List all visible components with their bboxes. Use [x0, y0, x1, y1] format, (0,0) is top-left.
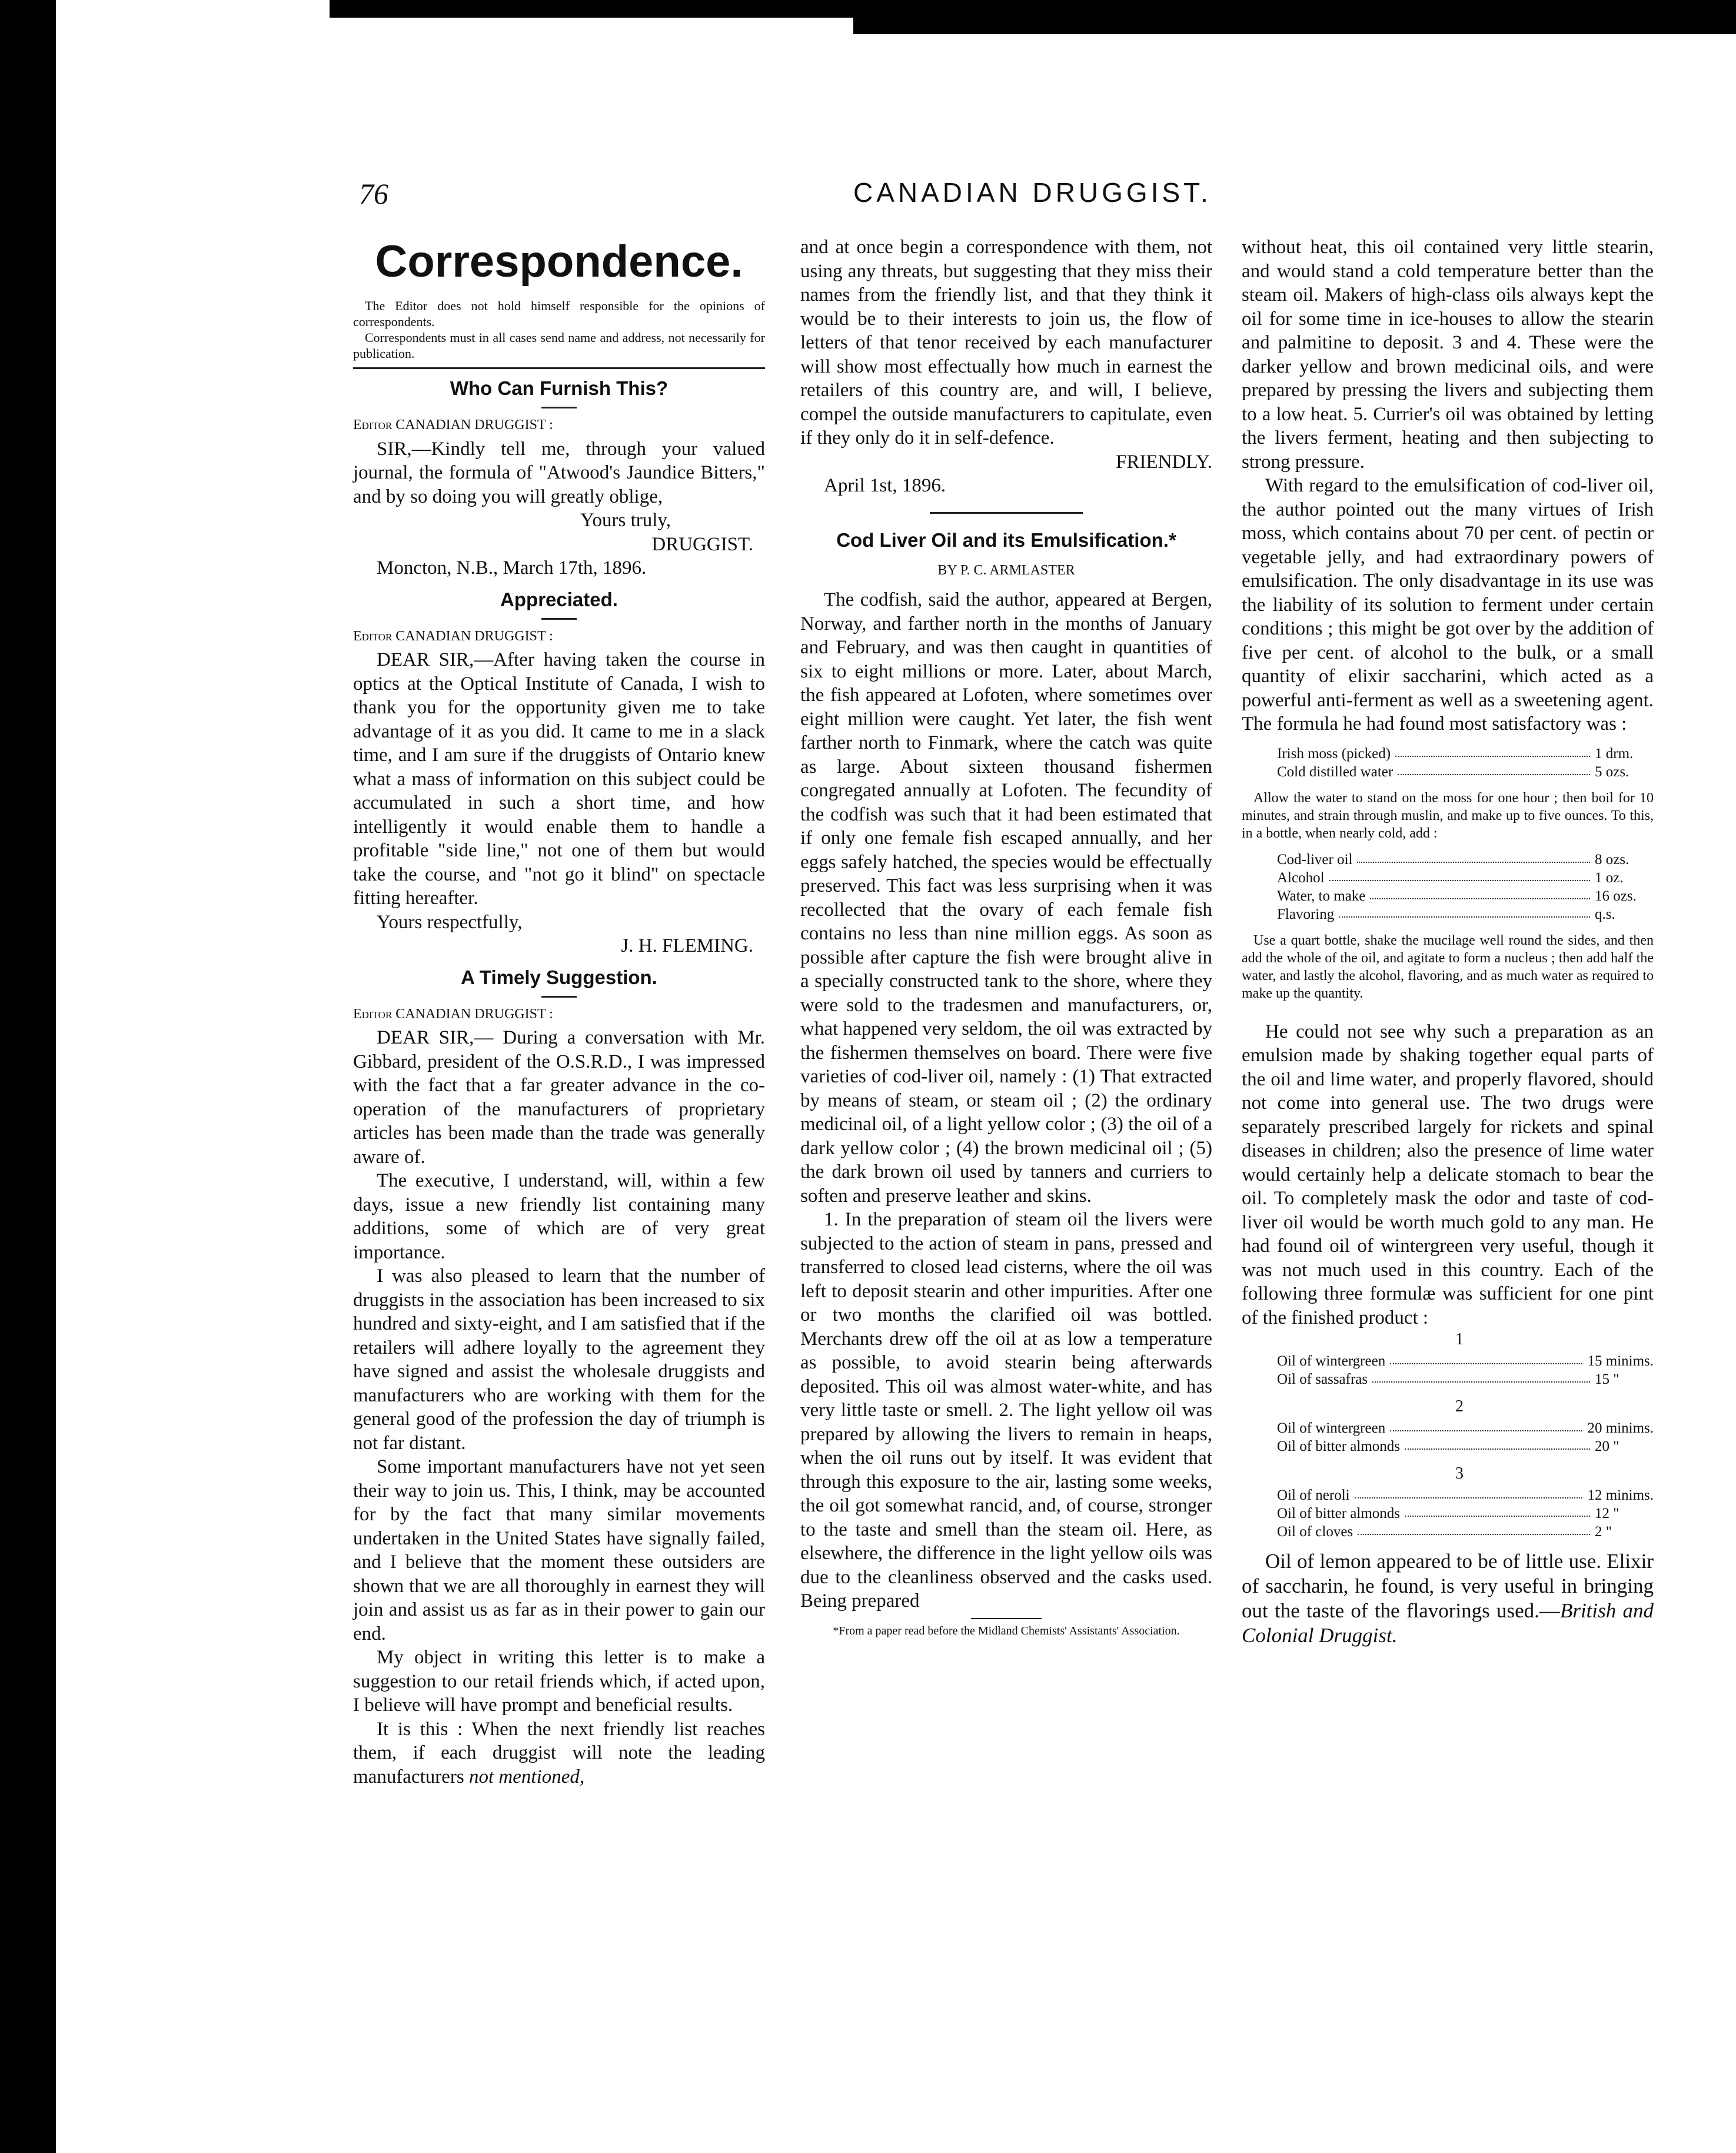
ingredient-qty: 16 ozs.: [1595, 888, 1637, 904]
letter-address: Editor CANADIAN DRUGGIST :: [353, 1006, 553, 1022]
recipe-row: [1277, 1419, 1654, 1437]
editor-notice: The Editor does not hold himself responsible for the opinions of correspondents.: [353, 298, 765, 329]
divider: [541, 407, 577, 408]
ingredient-name: Oil of bitter almonds: [1277, 1438, 1400, 1454]
article-paragraph: [1242, 1549, 1654, 1648]
ingredient-qty: 15 minims.: [1587, 1353, 1654, 1369]
ingredient-name: Oil of cloves: [1277, 1524, 1353, 1540]
recipe-note: Allow the water to stand on the moss for one hour ; then boil for 10 minutes, and strain through muslin, and make up to five ounces. To this, in a bottle, when nearly cold, add :: [1242, 790, 1654, 841]
source-credit: British and Colonial Druggist.: [1242, 1599, 1654, 1647]
letter-paragraph: and at once begin a correspondence with them, not using any threats, but suggesting that they miss their names from the friendly list, and that they think it would be to their interests to join us, the flow of letters of that tenor received by each manufacturer will show most effectually how much in earnest the retailers of this country are, and will, I believe, compel the outside manufacturers to capitulate, even if they only do it in self-defence.: [800, 237, 1212, 448]
formula-2: [1242, 1419, 1654, 1456]
letter-place-date: Moncton, N.B., March 17th, 1896.: [377, 557, 647, 579]
letter-paragraph: Some important manufacturers have not yet seen their way to join us. This, I think, may be accounted for by the fact that many similar movements undertaken in the United States have signally failed, and I believe that the moment these outsiders are shown that we are all thoroughly in earnest they will join and assist us as far as in their power to gain our end.: [353, 1456, 765, 1644]
ingredient-qty: 15 ": [1595, 1371, 1619, 1387]
recipe-row: [1277, 1352, 1654, 1370]
article-text: Oil of lemon appeared to be of little use. Elixir of saccharin, he found, is very useful in bringing out the taste of the flavorings used.—: [1242, 1550, 1654, 1622]
column-1: [353, 235, 765, 1789]
recipe-row: [1277, 1523, 1654, 1541]
article-paragraph: without heat, this oil contained very little stearin, and would stand a cold temperature better than the steam oil. Makers of high-class oils always kept the oil for some time in ice-houses to allow the stearin and palmitine to deposit. 3 and 4. These were the darker yellow and brown medicinal oils, and were prepared by pressing the livers and subjecting them to a low heat. 5. Currier's oil was obtained by letting the livers ferment, heating and then subjecting to strong pressure.: [1242, 237, 1654, 473]
ingredient-name: Oil of wintergreen: [1277, 1353, 1386, 1369]
letter-signature: DRUGGIST.: [651, 533, 753, 555]
ingredient-qty: 12 minims.: [1587, 1487, 1654, 1503]
recipe-row: [1277, 763, 1654, 781]
letter-signature: J. H. FLEMING.: [621, 935, 753, 956]
column-3: [1242, 235, 1654, 1648]
emphasis-text: not mentioned,: [469, 1766, 585, 1787]
scan-edge-left: [0, 0, 56, 2153]
article-title: Cod Liver Oil and its Emulsification.*: [836, 529, 1176, 551]
ingredient-name: Oil of wintergreen: [1277, 1420, 1386, 1436]
column-2: [800, 235, 1212, 1638]
recipe-row: [1277, 1486, 1654, 1504]
ingredient-name: Irish moss (picked): [1277, 745, 1391, 762]
ingredient-qty: 1 oz.: [1595, 869, 1624, 886]
divider: [930, 512, 1083, 514]
letter-text: It is this : When the next friendly list reaches them, if each druggist will note the leading manufacturers: [353, 1718, 765, 1787]
recipe-emulsion: [1242, 850, 1654, 923]
ingredient-qty: 2 ": [1595, 1524, 1612, 1540]
letter-address: Editor CANADIAN DRUGGIST :: [353, 417, 553, 433]
page-number: 76: [359, 177, 388, 210]
formula-number: 2: [1455, 1397, 1464, 1416]
letter-body: SIR,—Kindly tell me, through your valued journal, the formula of "Atwood's Jaundice Bitters," and by so doing you will greatly oblige,: [353, 438, 765, 507]
letter-paragraph: [353, 1717, 765, 1789]
recipe-row: [1277, 869, 1654, 887]
ingredient-qty: 12 ": [1595, 1506, 1619, 1521]
ingredient-name: Oil of neroli: [1277, 1487, 1350, 1503]
article-byline: BY P. C. ARMLASTER: [937, 562, 1075, 578]
formula-3: [1242, 1486, 1654, 1541]
letter-paragraph: DEAR SIR,— During a conversation with Mr. Gibbard, president of the O.S.R.D., I was impressed with the fact that a far greater advance in the co-operation of the manufacturers of proprietary articles has been made than the trade was generally aware of.: [353, 1027, 765, 1168]
letter-paragraph: The executive, I understand, will, within a few days, issue a new friendly list containing many additions, some of which are of very great importance.: [353, 1170, 765, 1263]
recipe-row: [1277, 887, 1654, 905]
formula-1: [1242, 1352, 1654, 1388]
letter-title: A Timely Suggestion.: [461, 966, 657, 988]
letter-body: DEAR SIR,—After having taken the course in optics at the Optical Institute of Canada, I wish to thank you for the opportunity given me to take advantage of it as you did. It came to me in a slack time, and I am sure if the druggists of Ontario knew what a mass of information on this subject could be accumulated in such a short time, and how intelligently it would enable them to handle a profitable "side line," not one of them but would take the course, and "not go it blind" on spectacle fitting hereafter.: [353, 649, 765, 909]
ingredient-name: Water, to make: [1277, 888, 1366, 904]
letter-closing: Yours respectfully,: [377, 911, 523, 933]
article-paragraph: He could not see why such a preparation as an emulsion made by shaking together equal parts of the oil and lime water, and properly flavored, should not come into general use. The two drugs were separately prescribed largely for rickets and spinal diseases in children; also the presence of lime water would certainly help a delicate stomach to bear the oil. To completely mask the odor and taste of cod-liver oil would be worth much gold to any man. He had found oil of wintergreen very useful, though it was not much used in this country. Each of the following three formulæ was sufficient for one pint of the finished product :: [1242, 1021, 1654, 1328]
ingredient-name: Oil of bitter almonds: [1277, 1506, 1400, 1521]
ingredient-name: Oil of sassafras: [1277, 1371, 1368, 1387]
page-header: [359, 177, 1654, 212]
letter-date: April 1st, 1896.: [824, 475, 946, 496]
recipe-irish-moss: [1242, 745, 1654, 781]
divider: [541, 618, 577, 620]
article-paragraph: 1. In the preparation of steam oil the livers were subjected to the action of steam in pans, pressed and transferred to closed lead cisterns, where the oil was left to deposit stearin and other impurities. After one or two months the clarified oil was bottled. Merchants drew off the oil at as low a temperature as possible, to avoid stearin being afterwards deposited. This oil was almost water-white, and has very little taste or smell. 2. The light yellow oil was prepared by allowing the livers to remain in heaps, when the oil runs out by itself. It was evident that through this exposure to the air, lasting some weeks, the oil got somewhat rancid, and, of course, stronger to the taste and smell than the steam oil. Here, as elsewhere, the difference in the light yellow oils was due to the cleanliness observed and the casks used. Being prepared: [800, 1209, 1212, 1612]
letter-signature: FRIENDLY.: [1116, 451, 1212, 473]
footnote: *From a paper read before the Midland Chemists' Assistants' Association.: [833, 1624, 1180, 1637]
letter-title: Who Can Furnish This?: [450, 377, 669, 399]
divider: [353, 367, 765, 369]
recipe-row: [1277, 1370, 1654, 1388]
letter-paragraph: I was also pleased to learn that the number of druggists in the association has been increased to six hundred and sixty-eight, and I am satisfied that if the retailers will adhere loyally to the agreement they have signed and assist the wholesale druggists and manufacturers who are working with them for the general good of the profession the day of triumph is not far distant.: [353, 1265, 765, 1454]
ingredient-qty: 8 ozs.: [1595, 851, 1629, 868]
letter-address: Editor CANADIAN DRUGGIST :: [353, 628, 553, 644]
formula-number: 3: [1455, 1464, 1464, 1483]
ingredient-name: Alcohol: [1277, 869, 1325, 886]
recipe-note: Use a quart bottle, shake the mucilage well round the sides, and then add the whole of the oil, and agitate to form a nucleus ; then add half the water, and lastly the alcohol, flavoring, and as much water as required to make up the quantity.: [1242, 932, 1654, 1001]
ingredient-name: Cod-liver oil: [1277, 851, 1353, 868]
scan-edge-top-right: [853, 0, 1736, 34]
ingredient-qty: 5 ozs.: [1595, 763, 1629, 780]
footnote-divider: [971, 1618, 1042, 1619]
ingredient-qty: 20 ": [1595, 1438, 1619, 1454]
ingredient-name: Flavoring: [1277, 906, 1335, 922]
formula-number: 1: [1455, 1330, 1464, 1348]
ingredient-qty: 20 minims.: [1587, 1420, 1654, 1436]
ingredient-name: Cold distilled water: [1277, 763, 1394, 780]
article-paragraph: The codfish, said the author, appeared at Bergen, Norway, and farther north in the months of January and February, and was then caught in quantities of six to eight millions or more. Later, about March, the fish appeared at Lofoten, where sometimes over eight million were caught. Yet later, the fish went farther north to Finmark, where the catch was quite as large. About sixteen thousand fishermen congregated annually at Lofoten. The fecundity of the codfish was such that it had been estimated that if only one female fish escaped annually, and her eggs safely hatched, the species would be effectually preserved. This fact was less surprising when it was recollected that the ovary of each female fish contains no less than nine million eggs. As soon as possible after capture the fish were brought alive in a specially constructed tank to the shore, where they were sold to the tradesmen and manufacturers, or, what happened very seldom, the oil was extracted by the fishermen themselves on board. There were five varieties of cod-liver oil, namely : (1) That extracted by means of steam, or steam oil ; (2) the ordinary medicinal oil, of a light yellow color ; (3) the oil of a dark yellow color ; (4) the brown medicinal oil ; (5) the dark brown oil used by tanners and curriers to soften and preserve leather and skins.: [800, 589, 1212, 1207]
running-title: CANADIAN DRUGGIST.: [853, 177, 1212, 208]
section-title: Correspondence.: [375, 237, 743, 287]
recipe-row: [1277, 1437, 1654, 1456]
correspondent-notice: Correspondents must in all cases send name and address, not necessarily for publication.: [353, 330, 765, 361]
letter-paragraph: My object in writing this letter is to make a suggestion to our retail friends which, if acted upon, I believe will have prompt and beneficial results.: [353, 1647, 765, 1716]
divider: [541, 996, 577, 998]
letter-closing: Yours truly,: [580, 510, 671, 531]
recipe-row: [1277, 850, 1654, 869]
recipe-row: [1277, 1504, 1654, 1523]
ingredient-qty: 1 drm.: [1595, 745, 1634, 762]
article-paragraph: With regard to the emulsification of cod-liver oil, the author pointed out the many virtues of Irish moss, which contains about 70 per cent. of pectin or vegetable jelly, and had extraordinary powers of emulsification. The only disadvantage in its use was the liability of its solution to ferment under certain conditions ; this might be got over by the addition of five per cent. of alcohol to the bulk, or a small quantity of elixir saccharini, which acted as a powerful anti-ferment as well as a sweetening agent. The formula he had found most satisfactory was :: [1242, 475, 1654, 735]
recipe-row: [1277, 905, 1654, 923]
ingredient-qty: q.s.: [1595, 906, 1615, 922]
letter-title: Appreciated.: [500, 588, 618, 610]
recipe-row: [1277, 745, 1654, 763]
